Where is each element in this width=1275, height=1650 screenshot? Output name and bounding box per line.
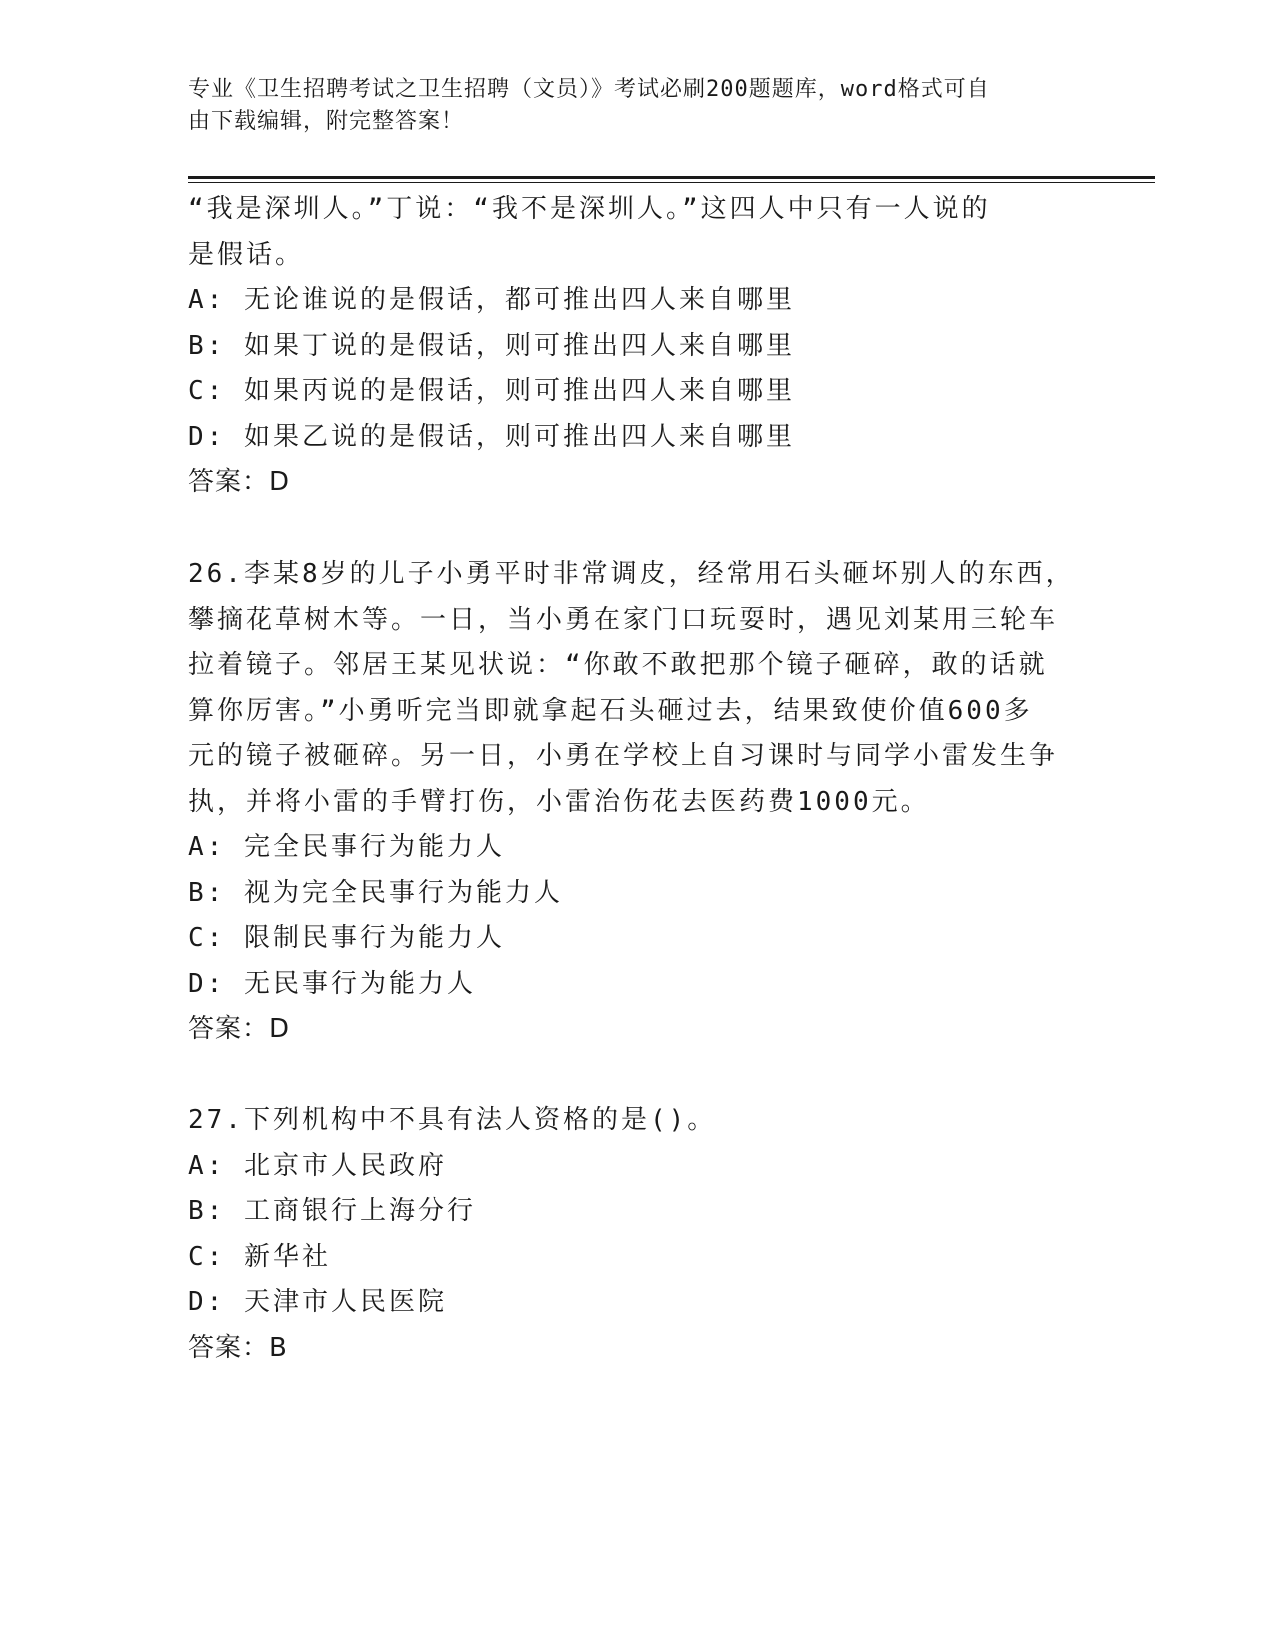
question-text-line: 拉着镜子。邻居王某见状说：“你敢不敢把那个镜子砸碎，敢的话就 [188, 650, 1048, 680]
header-divider-thick [188, 176, 1155, 179]
option-d: D: 天津市人民医院 [188, 1287, 447, 1317]
option-b: B: 视为完全民事行为能力人 [188, 877, 563, 908]
option-d: D: 无民事行为能力人 [188, 968, 476, 999]
option-a: A: 北京市人民政府 [188, 1150, 447, 1181]
question-text-line: 攀摘花草树木等。一日，当小勇在家门口玩耍时，遇见刘某用三轮车 [188, 604, 1059, 635]
option-c: C: 限制民事行为能力人 [188, 923, 505, 953]
question-text-line: 27.下列机构中不具有法人资格的是()。 [188, 1105, 717, 1135]
question-text-line: “我是深圳人。”丁说：“我不是深圳人。”这四人中只有一人说的 [188, 194, 991, 224]
question-block [188, 552, 1075, 1053]
question-block [188, 187, 1068, 506]
question-block [188, 1098, 1068, 1371]
option-d: D: 如果乙说的是假话，则可推出四人来自哪里 [188, 421, 795, 452]
answer-line: 答案：D [188, 467, 291, 497]
header-line: 由下载编辑，附完整答案！ [188, 109, 465, 134]
option-b: B: 工商银行上海分行 [188, 1196, 476, 1226]
option-b: B: 如果丁说的是假话，则可推出四人来自哪里 [188, 330, 795, 361]
question-text-line: 算你厉害。”小勇听完当即就拿起石头砸过去，结果致使价值600多 [188, 695, 1033, 726]
document-header [188, 74, 1068, 138]
answer-line: 答案：B [188, 1332, 288, 1363]
option-a: A: 完全民事行为能力人 [188, 832, 505, 862]
header-line: 专业《卫生招聘考试之卫生招聘（文员）》考试必刷200题题库，word格式可自 [188, 77, 990, 102]
question-text-line: 26.李某8岁的儿子小勇平时非常调皮，经常用石头砸坏别人的东西， [188, 559, 1075, 589]
header-divider-thin [188, 182, 1155, 183]
question-text-line: 元的镜子被砸碎。另一日，小勇在学校上自习课时与同学小雷发生争 [188, 741, 1059, 771]
option-c: C: 如果丙说的是假话，则可推出四人来自哪里 [188, 376, 795, 406]
option-c: C: 新华社 [188, 1241, 331, 1272]
question-text-line: 是假话。 [188, 239, 305, 270]
option-a: A: 无论谁说的是假话，都可推出四人来自哪里 [188, 285, 795, 315]
question-text-line: 执，并将小雷的手臂打伤，小雷治伤花去医药费1000元。 [188, 786, 930, 817]
answer-line: 答案：D [188, 1014, 291, 1044]
